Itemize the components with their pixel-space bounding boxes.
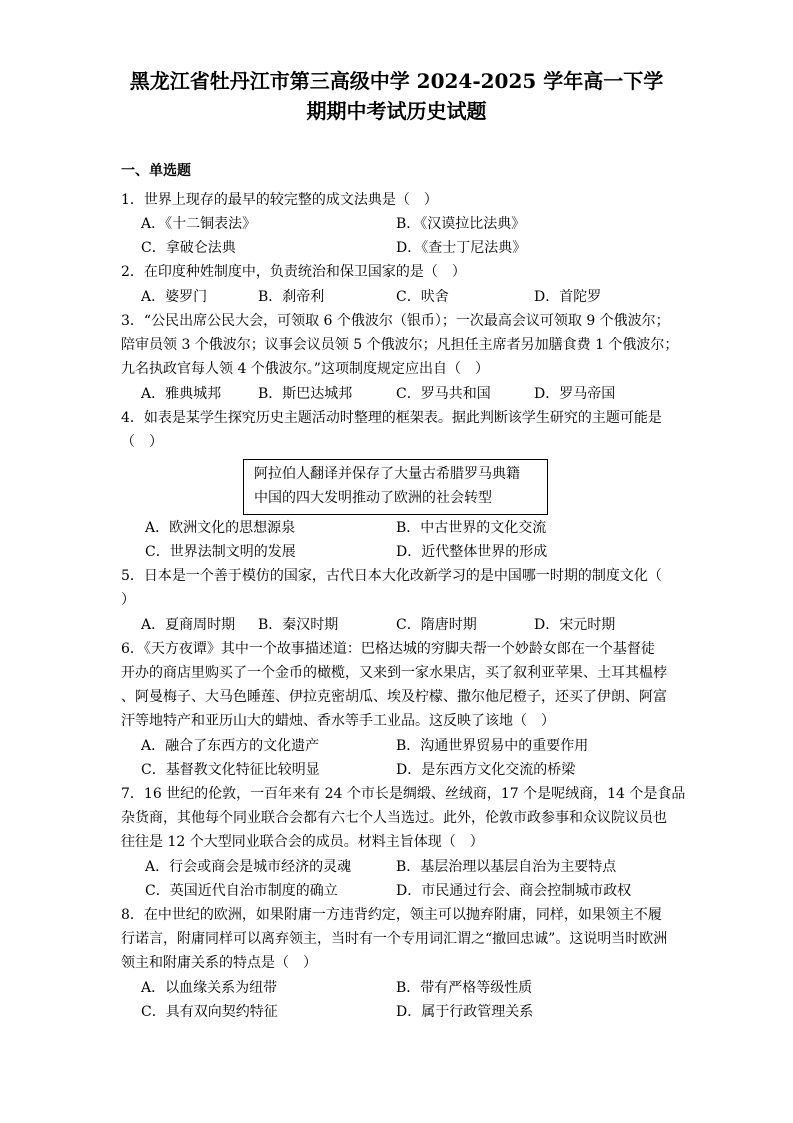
q7-stem-2: 杂货商，其他每个同业联合会都有六七个人当选过。此外，伦敦市政参事和众议院议员也 [121, 810, 667, 826]
q3-stem-1: 3．“公民出席公民大会，可领取 6 个俄波尔（银币）；一次最高会议可领取 9 个俄波尔； [121, 313, 670, 329]
q5-stem-1: 5．日本是一个善于模仿的国家，古代日本大化改新学习的是中国哪一时期的制度文化（ [121, 568, 662, 584]
q6-option-d: D．是东西方文化交流的桥梁 [396, 762, 576, 778]
q4-option-c: C．世界法制文明的发展 [145, 544, 296, 560]
q2-option-a: A．婆罗门 [141, 289, 208, 305]
q8-stem-3: 领主和附庸关系的特点是（ ） [121, 955, 317, 971]
q8-stem-1: 8．在中世纪的欧洲，如果附庸一方违背约定，领主可以抛弃附庸，同样，如果领主不履 [121, 907, 662, 923]
q5-option-c: C．隋唐时期 [396, 617, 477, 633]
q2-option-b: B．刹帝利 [258, 289, 325, 305]
q8-option-a: A．以血缘关系为纽带 [141, 980, 278, 996]
q4-option-d: D．近代整体世界的形成 [396, 544, 548, 560]
q7-option-c: C．英国近代自治市制度的确立 [145, 883, 338, 899]
q7-option-a: A．行会或商会是城市经济的灵魂 [145, 859, 352, 875]
q5-option-b: B．秦汉时期 [258, 617, 339, 633]
exam-title-line-2: 期期中考试历史试题 [306, 99, 487, 123]
q6-option-a: A．融合了东西方的文化遗产 [141, 738, 320, 754]
q7-stem-1: 7．16 世纪的伦敦，一百年来有 24 个市长是绸缎、丝绒商，17 个是呢绒商，14 个是食品 [121, 786, 686, 802]
q6-stem-2: 开办的商店里购买了一个金币的橄榄，又来到一家水果店，买了叙利亚苹果、土耳其榅桲 [121, 665, 667, 681]
q3-stem-2: 陪审员领 3 个俄波尔；议事会议员领 5 个俄波尔；凡担任主席者另加膳食费 1 个俄波尔； [121, 337, 679, 353]
q3-option-b: B．斯巴达城邦 [258, 386, 353, 402]
q3-stem-3: 九名执政官每人领 4 个俄波尔。”这项制度规定应出自（ ） [121, 361, 489, 377]
q4-option-b: B．中古世界的文化交流 [396, 520, 547, 536]
q4-stem-1: 4．如表是某学生探究历史主题活动时整理的框架表。据此判断该学生研究的主题可能是 [121, 410, 662, 426]
q4-stem-2: （ ） [121, 434, 163, 450]
exam-title-line-1: 黑龙江省牡丹江市第三高级中学 2024-2025 学年高一下学 [129, 69, 664, 93]
q5-option-a: A．夏商周时期 [141, 617, 236, 633]
q1-stem: 1．世界上现存的最早的较完整的成文法典是（ ） [121, 192, 438, 208]
q4-table-row-2: 中国的四大发明推动了欧洲的社会转型 [254, 490, 492, 506]
q4-option-a: A．欧洲文化的思想源泉 [145, 520, 296, 536]
q1-option-a: A．《十二铜表法》 [141, 216, 257, 232]
q5-stem-2: ） [121, 592, 135, 608]
q3-option-a: A．雅典城邦 [141, 386, 222, 402]
q6-stem-4: 汗等地特产和亚历山大的蜡烛、香水等手工业品。这反映了该地（ ） [121, 713, 555, 729]
section-heading: 一、单选题 [121, 163, 191, 179]
q7-option-d: D．市民通过行会、商会控制城市政权 [396, 883, 632, 899]
q7-option-b: B．基层治理以基层自治为主要特点 [396, 859, 617, 875]
q8-stem-2: 行诺言，附庸同样可以离弃领主，当时有一个专用词汇谓之“撤回忠诚”。这说明当时欧洲 [121, 931, 668, 947]
q3-option-c: C．罗马共和国 [396, 386, 491, 402]
q4-table-row-1: 阿拉伯人翻译并保存了大量古希腊罗马典籍 [254, 466, 520, 482]
q1-option-c: C．拿破仑法典 [141, 240, 236, 256]
q2-option-d: D．首陀罗 [534, 289, 602, 305]
q6-stem-3: 、阿曼梅子、大马色睡莲、伊拉克密胡瓜、埃及柠檬、撒尔他尼橙子，还买了伊朗、阿富 [121, 689, 667, 705]
q2-option-c: C．吠舍 [396, 289, 449, 305]
q1-option-d: D．《查士丁尼法典》 [396, 240, 527, 256]
q3-option-d: D．罗马帝国 [534, 386, 616, 402]
q5-option-d: D．宋元时期 [534, 617, 616, 633]
q6-option-c: C．基督教文化特征比较明显 [141, 762, 320, 778]
q8-option-b: B．带有严格等级性质 [396, 980, 533, 996]
q6-stem-1: 6．《天方夜谭》其中一个故事描述道：巴格达城的穷脚夫帮一个妙龄女郎在一个基督徒 [121, 641, 655, 657]
q2-stem: 2．在印度种姓制度中，负责统治和保卫国家的是（ ） [121, 264, 466, 280]
q8-option-d: D．属于行政管理关系 [396, 1004, 534, 1020]
q4-framework-table [243, 459, 548, 515]
q1-option-b: B．《汉谟拉比法典》 [396, 216, 526, 232]
q6-option-b: B．沟通世界贸易中的重要作用 [396, 738, 589, 754]
q7-stem-3: 往往是 12 个大型同业联合会的成员。材料主旨体现（ ） [121, 834, 484, 850]
q8-option-c: C．具有双向契约特征 [141, 1004, 278, 1020]
